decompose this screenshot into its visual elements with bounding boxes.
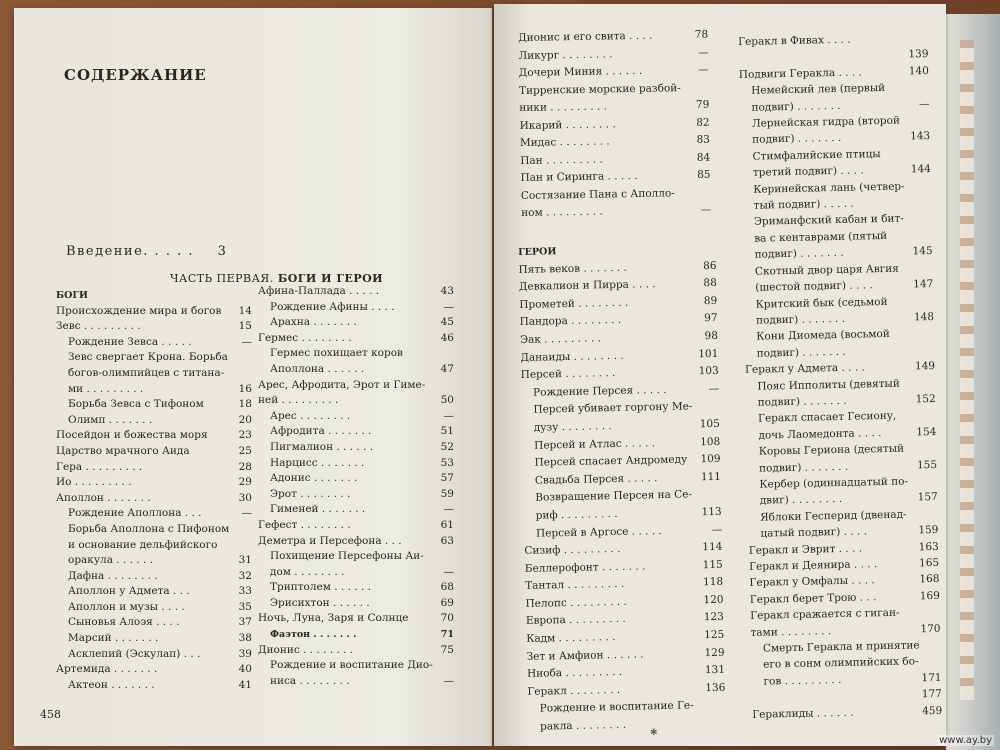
toc-entry: [258, 378, 454, 394]
toc-entry-page: 108: [700, 435, 721, 448]
toc-entry-page: 109: [700, 452, 721, 466]
toc-entry-title: гов . . . . . . . . .: [763, 673, 842, 688]
toc-entry-page: —: [708, 382, 720, 395]
intro-entry: [66, 244, 227, 259]
toc-entry-page: 84: [696, 151, 711, 164]
toc-entry-title: Гераклиды . . . . . .: [752, 706, 854, 721]
toc-entry-page: 33: [238, 585, 252, 598]
toc-entry-page: 136: [705, 681, 726, 695]
cover-ornament: [960, 40, 974, 700]
toc-entry: [56, 304, 252, 320]
toc-entry-title: Нарцисс . . . . . . .: [270, 456, 365, 469]
toc-entry-title: Зевс . . . . . . . . .: [56, 320, 141, 333]
toc-entry-title: Похищение Персефоны Аи-: [270, 550, 424, 563]
toc-entry-title: Персей и Атлас . . . . .: [534, 436, 656, 452]
toc-entry: [56, 319, 252, 335]
toc-entry-title: и основание дельфийского: [68, 538, 218, 551]
toc-entry-title: Ниоба . . . . . . . . .: [526, 666, 623, 681]
toc-entry-page: 39: [238, 647, 252, 660]
toc-entry: [56, 569, 252, 585]
toc-entry-title: Коровы Гериона (десятый: [758, 442, 905, 458]
toc-entry-title: подвиг) . . . . . . .: [757, 394, 847, 409]
toc-entry-page: 43: [440, 285, 454, 297]
intro-title: Введение. . . . .: [66, 244, 194, 259]
toc-entry-title: Кадм . . . . . . . . .: [526, 631, 616, 645]
toc-entry-title: Геракл берет Трою . . .: [749, 591, 877, 606]
toc-entry-title: Эак . . . . . . . . .: [519, 332, 602, 346]
toc-entry-page: 30: [238, 491, 252, 504]
toc-entry-title: Актеон . . . . . . .: [68, 678, 155, 691]
toc-entry-title: Подвиги Геракла . . . .: [738, 66, 863, 81]
toc-entry-title: Артемида . . . . . . .: [56, 663, 158, 676]
toc-entry-page: —: [700, 203, 712, 216]
toc-entry-title: Рождение и воспитание Ге-: [539, 699, 694, 716]
toc-entry-page: —: [241, 507, 252, 520]
toc-entry-page: 86: [702, 259, 717, 272]
toc-entry-page: 20: [238, 413, 252, 426]
toc-entry-page: 148: [913, 310, 935, 324]
toc-entry: [258, 362, 454, 378]
toc-entry: [258, 611, 454, 627]
toc-entry-title: ном . . . . . . . . .: [521, 205, 603, 219]
toc-entry-title: Дафна . . . . . . . .: [68, 569, 158, 582]
toc-entry-title: Рождение Персея . . . . .: [532, 383, 667, 399]
toc-entry-page: 29: [238, 476, 252, 489]
toc-entry-title: Олимп . . . . . . .: [68, 413, 153, 426]
toc-entry: [258, 331, 454, 347]
toc-entry-page: 47: [440, 362, 454, 375]
toc-entry-page: 165: [918, 556, 940, 570]
toc-entry-title: оракула . . . . . .: [68, 554, 154, 567]
toc-entry-page: 118: [702, 576, 724, 589]
toc-entry-page: 82: [696, 116, 710, 129]
toc-entry: [56, 615, 252, 631]
toc-entry-title: Тирренские морские разбой-: [518, 81, 681, 97]
toc-entry-page: 37: [238, 616, 252, 629]
toc-entry-title: Аполлон . . . . . . .: [56, 491, 151, 504]
toc-entry-page: 154: [916, 425, 937, 439]
toc-entry-page: 88: [703, 277, 717, 290]
toc-entry-title: Ио . . . . . . . . .: [56, 476, 132, 489]
toc-entry-page: 68: [440, 581, 454, 594]
toc-entry-title: тый подвиг) . . . . .: [753, 197, 854, 212]
toc-entry-title: дузу . . . . . . . .: [533, 420, 612, 434]
toc-entry-page: 18: [238, 398, 252, 411]
toc-entry: [56, 366, 252, 382]
toc-entry-title: Эрот . . . . . . . .: [270, 487, 351, 500]
toc-entry: [56, 631, 252, 647]
toc-entry-page: 16: [238, 382, 252, 395]
toc-entry-title: риф . . . . . . . . .: [535, 507, 618, 522]
toc-entry-page: 113: [701, 505, 722, 519]
toc-entry-title: Персей . . . . . . . .: [520, 367, 616, 382]
toc-entry-page: 125: [704, 628, 725, 642]
toc-entry-title: подвиг) . . . . . . .: [752, 132, 842, 147]
toc-entry-page: 171: [921, 671, 942, 685]
toc-entry-title: ней . . . . . . . . .: [258, 394, 339, 407]
toc-entry: [258, 424, 454, 440]
toc-entry-page: 152: [915, 392, 936, 406]
toc-entry-page: 79: [695, 98, 710, 111]
toc-entry-page: 129: [704, 646, 725, 659]
toc-entry-title: Стимфалийские птицы: [752, 147, 881, 163]
toc-entry-title: Рождение Афины . . . .: [270, 300, 395, 313]
toc-entry-title: Пигмалион . . . . . .: [270, 440, 374, 453]
toc-entry-title: Сизиф . . . . . . . . .: [524, 543, 621, 558]
toc-entry: [258, 565, 454, 581]
toc-entry-page: —: [443, 503, 454, 516]
toc-entry-page: 57: [440, 472, 454, 485]
toc-entry-page: 97: [704, 312, 718, 325]
toc-entry-title: подвиг) . . . . . . .: [754, 247, 844, 261]
toc-entry-title: Эриманфский кабан и бит-: [753, 213, 904, 229]
toc-entry-page: —: [443, 674, 454, 687]
toc-entry-page: 31: [238, 554, 252, 567]
toc-entry-title: Смерть Геракла и принятие: [762, 639, 920, 655]
toc-entry: [56, 382, 252, 398]
toc-entry-page: 50: [440, 394, 454, 407]
toc-entry-title: Арес . . . . . . . .: [270, 409, 351, 422]
part-title-name: БОГИ И ГЕРОИ: [277, 272, 384, 285]
toc-entry-page: 169: [919, 589, 940, 603]
toc-entry: [258, 534, 454, 550]
toc-entry: [56, 413, 252, 429]
toc-entry-title: Кербер (одиннадцатый по-: [759, 475, 909, 491]
toc-entry-page: 69: [440, 596, 454, 609]
toc-entry-page: 115: [702, 558, 723, 571]
toc-entry-title: Геракл в Фивах . . . .: [738, 33, 851, 48]
toc-entry: [56, 491, 252, 507]
toc-entry-title: Свадьба Персея . . . . .: [534, 471, 658, 487]
toc-entry-title: Сыновья Алоэя . . . .: [68, 616, 180, 629]
toc-entry-page: 149: [914, 360, 936, 373]
toc-entry-title: Данаиды . . . . . . . .: [520, 349, 624, 364]
toc-entry-title: Геракл и Эврит . . . .: [748, 542, 863, 557]
toc-entry-title: Адонис . . . . . . .: [270, 472, 358, 485]
toc-entry-title: ники . . . . . . . . .: [519, 100, 608, 114]
watermark: www.ay.by: [939, 735, 992, 746]
toc-entry-title: ниса . . . . . . . .: [270, 674, 350, 687]
toc-entry: [56, 600, 252, 616]
toc-entry: [56, 335, 252, 351]
toc-entry-page: 111: [700, 470, 722, 483]
toc-entry-title: его в сонм олимпийских бо-: [763, 655, 919, 672]
toc-entry-page: 85: [697, 168, 711, 181]
toc-entry: [258, 409, 454, 425]
toc-entry-title: Геракл спасает Гесиону,: [757, 410, 897, 426]
toc-entry-page: —: [918, 97, 930, 110]
toc-entry-page: 14: [238, 304, 252, 317]
toc-entry-title: Афина-Паллада . . . . .: [258, 285, 380, 297]
toc-entry-page: 459: [922, 704, 943, 717]
toc-entry: [258, 643, 454, 659]
toc-entry-page: 143: [910, 130, 931, 143]
toc-entry: [258, 596, 454, 612]
toc-entry-page: 123: [703, 611, 724, 624]
toc-entry-title: Дионис и его свита . . . .: [518, 29, 653, 44]
toc-entry-title: Персей убивает горгону Ме-: [533, 400, 693, 417]
toc-entry: [258, 346, 454, 362]
toc-entry-page: 38: [238, 632, 252, 645]
toc-entry: [258, 674, 454, 690]
toc-entry-page: 159: [918, 524, 939, 537]
toc-entry: [258, 315, 454, 331]
toc-column-a: [56, 288, 252, 693]
toc-entry-title: Посейдон и божества моря: [56, 429, 208, 442]
toc-column-d: [738, 30, 942, 723]
toc-entry: [56, 475, 252, 491]
toc-entry-page: 103: [698, 364, 719, 378]
toc-entry-page: —: [698, 63, 709, 76]
toc-entry-page: 163: [918, 540, 939, 553]
toc-entry: [56, 350, 252, 366]
toc-entry-title: Происхождение мира и богов: [56, 304, 222, 317]
toc-entry: [56, 678, 252, 694]
toc-entry-title: Пять веков . . . . . . .: [518, 261, 627, 276]
toc-entry-page: —: [241, 335, 252, 348]
toc-entry-title: Фаэтон . . . . . . .: [270, 629, 357, 641]
toc-entry-title: подвиг) . . . . . . .: [758, 460, 849, 475]
toc-entry-title: Прометей . . . . . . . .: [519, 296, 629, 311]
toc-entry: [56, 553, 252, 569]
toc-entry-page: 144: [910, 163, 932, 176]
toc-entry: [258, 456, 454, 472]
toc-entry-page: 157: [917, 491, 938, 504]
toc-entry-page: 70: [440, 612, 454, 625]
toc-entry: [258, 502, 454, 518]
toc-entry-page: 155: [916, 458, 938, 471]
toc-entry-page: 78: [694, 28, 709, 41]
toc-entry-page: 131: [704, 664, 726, 677]
toc-entry-title: дочь Лаомедонта . . . .: [758, 426, 882, 442]
toc-entry: [56, 397, 252, 413]
toc-entry-page: 53: [440, 456, 454, 469]
toc-entry-title: Немейский лев (первый: [751, 82, 886, 97]
toc-entry-page: —: [443, 409, 454, 422]
toc-entry: [258, 518, 454, 534]
toc-entry-title: Царство мрачного Аида: [56, 444, 190, 457]
toc-entry-page: 139: [908, 48, 929, 61]
toc-entry-title: Дочери Миния . . . . . .: [518, 64, 643, 79]
toc-entry-page: 145: [912, 245, 933, 258]
toc-entry-title: третий подвиг) . . . .: [752, 164, 864, 179]
toc-entry-title: Пан . . . . . . . . .: [520, 153, 603, 167]
toc-entry-title: Гермес . . . . . . . .: [258, 331, 352, 344]
toc-entry-title: Афродита . . . . . . .: [270, 425, 372, 438]
toc-entry-page: 101: [698, 347, 719, 360]
toc-entry-page: 59: [440, 487, 454, 500]
toc-entry-page: 168: [919, 573, 940, 586]
toc-entry-title: Геракл у Омфалы . . . .: [749, 574, 875, 590]
toc-entry-page: —: [443, 300, 454, 313]
toc-entry-title: Борьба Аполлона с Пифоном: [68, 522, 230, 535]
toc-entry: [56, 506, 252, 522]
toc-entry-page: 23: [238, 429, 252, 442]
part-title-prefix: ЧАСТЬ ПЕРВАЯ.: [170, 272, 274, 285]
toc-entry-title: Зет и Амфион . . . . . .: [526, 648, 644, 663]
toc-entry-title: Гермес похищает коров: [270, 347, 403, 360]
toc-entry-page: 98: [704, 329, 719, 343]
toc-entry-title: ракла . . . . . . . .: [539, 718, 627, 733]
toc-entry-page: 71: [440, 629, 454, 641]
toc-entry-title: Геракл у Адмета . . . .: [744, 361, 865, 377]
toc-entry-title: ва с кентаврами (пятый: [754, 229, 888, 245]
toc-entry-page: 45: [440, 316, 454, 329]
toc-entry-title: Возвращение Персея на Се-: [535, 488, 693, 505]
toc-entry-title: БОГИ: [56, 290, 88, 301]
toc-entry-page: 51: [440, 425, 454, 438]
toc-entry-page: —: [697, 46, 709, 59]
toc-entry-title: ми . . . . . . . . .: [68, 382, 144, 395]
toc-entry-title: Ликург . . . . . . . .: [518, 47, 613, 62]
toc-entry-page: 52: [440, 440, 454, 453]
toc-entry-title: Скотный двор царя Авгия: [754, 262, 899, 278]
toc-entry-page: 25: [238, 444, 252, 457]
toc-entry-page: 83: [696, 133, 711, 146]
toc-entry-title: Беллерофонт . . . . . . .: [524, 560, 646, 575]
toc-entry: [258, 393, 454, 409]
toc-entry-title: Гименей . . . . . . .: [270, 503, 366, 516]
toc-entry-title: Арес, Афродита, Эрот и Гиме-: [258, 378, 426, 391]
toc-entry-title: подвиг) . . . . . . .: [751, 99, 841, 114]
toc-entry-title: цатый подвиг) . . . .: [760, 525, 868, 540]
toc-entry-title: Мидас . . . . . . . .: [519, 135, 610, 149]
toc-entry-title: Геракл . . . . . . . .: [527, 683, 621, 698]
toc-entry-title: Икарий . . . . . . . .: [519, 117, 616, 132]
toc-entry: [258, 300, 454, 316]
toc-entry-title: Рождение Аполлона . . .: [68, 507, 202, 520]
toc-entry-page: 89: [703, 294, 718, 307]
toc-entry-title: Европа . . . . . . . . .: [525, 613, 626, 628]
toc-entry-page: 177: [921, 688, 942, 701]
toc-entry-title: Асклепий (Эскулап) . . .: [68, 647, 201, 660]
toc-entry-page: 114: [702, 540, 723, 554]
toc-entry-title: Борьба Зевса с Тифоном: [68, 398, 204, 411]
contents-heading: СОДЕРЖАНИЕ: [64, 66, 207, 84]
toc-entry-title: ГЕРОИ: [518, 246, 557, 258]
toc-entry-title: тами . . . . . . . .: [750, 624, 832, 639]
toc-entry: [56, 522, 252, 538]
toc-entry: [56, 428, 252, 444]
toc-entry-page: 28: [238, 460, 252, 473]
toc-entry-title: Зевс свергает Крона. Борьба: [68, 351, 228, 364]
toc-entry-title: Яблоки Гесперид (двенад-: [760, 508, 907, 524]
toc-entry-page: 35: [238, 600, 252, 613]
toc-entry-page: 75: [440, 643, 454, 656]
toc-entry: [56, 460, 252, 476]
toc-entry: [258, 440, 454, 456]
toc-entry-title: Рождение Зевса . . . . .: [68, 335, 192, 348]
toc-entry-title: подвиг) . . . . . . .: [756, 345, 846, 360]
toc-entry-title: Лернейская гидра (второй: [751, 114, 901, 130]
page-number: 458: [40, 708, 61, 721]
toc-entry-title: Керинейская лань (четвер-: [753, 180, 905, 196]
toc-entry: [56, 662, 252, 678]
toc-entry-page: 40: [238, 663, 252, 676]
toc-entry: [56, 288, 252, 304]
toc-entry-title: (шестой подвиг) . . . .: [755, 279, 873, 294]
toc-entry-page: —: [711, 523, 723, 536]
toc-entry-title: Эрисихтон . . . . . .: [270, 596, 370, 609]
toc-entry-title: Дионис . . . . . . . .: [258, 643, 354, 656]
toc-entry-page: 170: [920, 622, 941, 635]
toc-entry-page: —: [443, 565, 454, 578]
toc-entry-page: 147: [913, 278, 934, 291]
toc-entry-title: Гефест . . . . . . . .: [258, 518, 351, 531]
toc-entry-title: Аполлон у Адмета . . .: [68, 585, 190, 598]
toc-entry: [56, 538, 252, 554]
toc-entry-title: подвиг) . . . . . . .: [755, 312, 846, 327]
toc-entry-title: Марсий . . . . . . .: [68, 632, 159, 645]
toc-entry-title: Персей спасает Андромеду: [534, 453, 688, 469]
toc-entry-title: Пояс Ипполиты (девятый: [757, 377, 900, 393]
toc-entry-title: Девкалион и Пирра . . . .: [518, 278, 656, 294]
toc-entry-title: Критский бык (седьмой: [755, 295, 888, 311]
intro-page: 3: [217, 244, 228, 259]
toc-entry-title: Гера . . . . . . . . .: [56, 460, 143, 473]
toc-entry-title: Состязание Пана с Аполло-: [520, 186, 675, 202]
toc-column-c: [518, 27, 711, 223]
toc-entry: [56, 647, 252, 663]
toc-entry-page: 140: [908, 64, 929, 78]
toc-entry-page: 32: [238, 569, 252, 582]
toc-entry: [258, 549, 454, 565]
toc-entry: [56, 584, 252, 600]
toc-entry-page: 61: [440, 518, 454, 531]
toc-entry-title: Деметра и Персефона . . .: [258, 534, 402, 547]
toc-entry-title: Аполлон и музы . . . .: [68, 600, 185, 613]
toc-entry-page: 120: [703, 593, 724, 607]
toc-entry: [258, 471, 454, 487]
toc-entry-title: Арахна . . . . . . .: [270, 316, 357, 329]
toc-entry: [258, 580, 454, 596]
toc-entry-page: 15: [238, 320, 252, 333]
spine-mark: ✱: [650, 728, 658, 738]
toc-entry-title: Геракл сражается с гиган-: [750, 606, 900, 623]
toc-column-c-heroes: [518, 240, 726, 737]
toc-entry: [258, 658, 454, 674]
toc-entry-title: Рождение и воспитание Дио-: [270, 659, 433, 672]
toc-entry: [258, 284, 454, 300]
toc-entry-title: Персей в Аргосе . . . . .: [535, 524, 662, 540]
toc-entry-title: богов-олимпийцев с титана-: [68, 366, 225, 379]
toc-entry-title: Аполлона . . . . . .: [270, 362, 365, 375]
toc-column-b: [258, 284, 454, 689]
toc-entry-page: 105: [699, 417, 720, 431]
toc-entry-title: Геракл и Деянира . . . .: [749, 558, 878, 573]
toc-entry-title: двиг) . . . . . . . .: [759, 493, 843, 508]
toc-entry-page: 41: [238, 678, 252, 691]
toc-entry-title: Пандора . . . . . . . .: [519, 314, 622, 329]
toc-entry: [56, 444, 252, 460]
toc-entry-title: Пан и Сиринга . . . . .: [520, 169, 638, 184]
toc-entry-title: Триптолем . . . . . .: [270, 581, 371, 594]
toc-entry-title: Тантал . . . . . . . . .: [525, 578, 625, 593]
toc-entry-title: Кони Диомеда (восьмой: [756, 328, 890, 343]
toc-entry-title: Ночь, Луна, Заря и Солнце: [258, 612, 409, 625]
toc-entry: [258, 487, 454, 503]
toc-entry: [258, 627, 454, 643]
toc-entry: [521, 202, 711, 223]
toc-entry-page: 63: [440, 534, 454, 547]
toc-entry-title: Пелопс . . . . . . . . .: [525, 595, 627, 610]
toc-entry-page: 46: [440, 331, 454, 344]
toc-entry-title: дом . . . . . . . .: [270, 565, 345, 578]
